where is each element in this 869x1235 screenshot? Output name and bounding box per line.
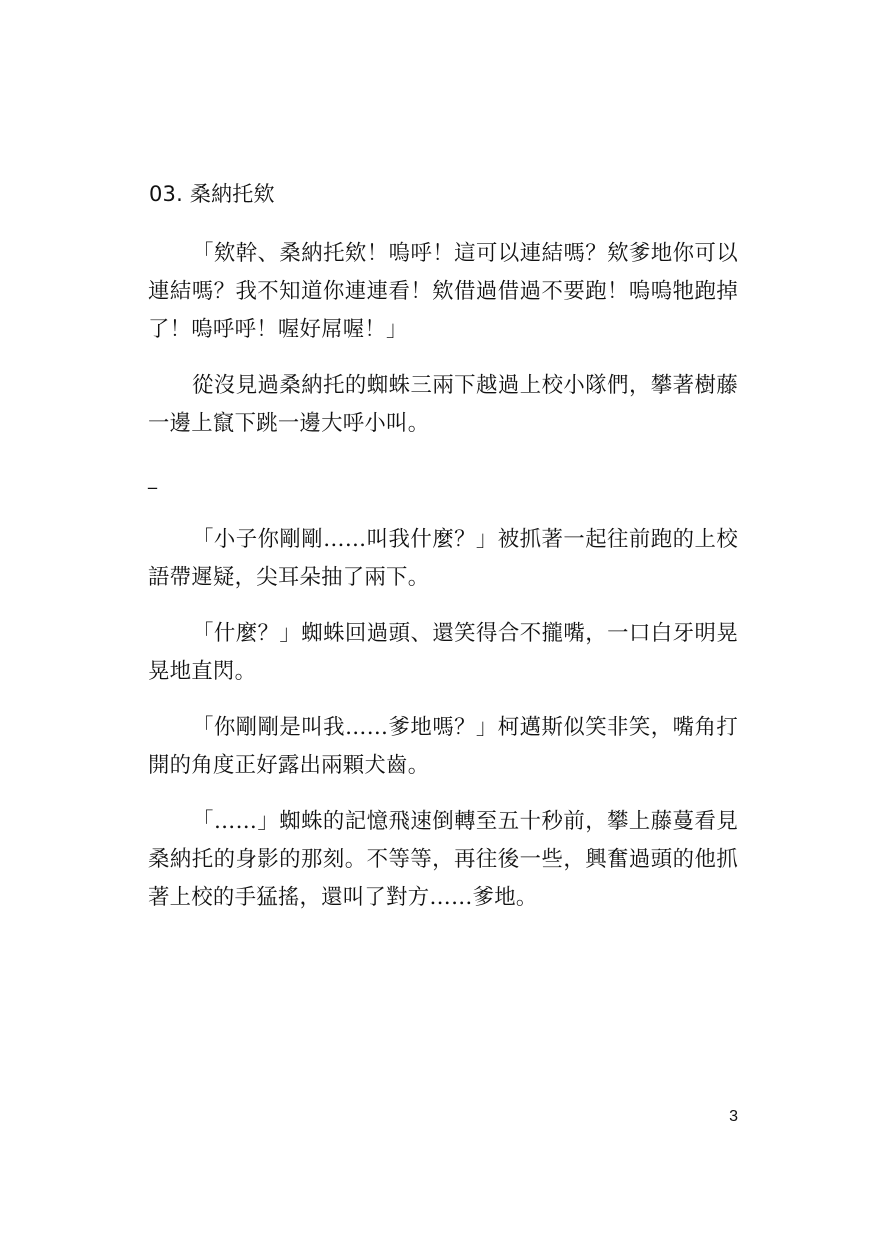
paragraph: 「欸幹、桑納托欸！嗚呼！這可以連結嗎？欸爹地你可以連結嗎？我不知道你連連看！欸借過借過不要跑！嗚嗚牠跑掉了！嗚呼呼！喔好屌喔！」: [148, 241, 738, 342]
paragraph: 「什麼？」蜘蛛回過頭、還笑得合不攏嘴，一口白牙明晃晃地直閃。: [148, 621, 738, 684]
section-separator: _: [148, 469, 157, 490]
paragraph: 從沒見過桑納托的蜘蛛三兩下越過上校小隊們，攀著樹藤一邊上竄下跳一邊大呼小叫。: [148, 373, 738, 436]
chapter-body: [148, 235, 738, 935]
paragraph: 「你剛剛是叫我……爹地嗎？」柯邁斯似笑非笑，嘴角打開的角度正好露出兩顆犬齒。: [148, 715, 738, 778]
paragraph: 「小子你剛剛……叫我什麼？」被抓著一起往前跑的上校語帶遲疑，尖耳朵抽了兩下。: [148, 527, 738, 590]
chapter-title: 03. 桑納托欸: [149, 182, 275, 206]
paragraph: 「……」蜘蛛的記憶飛速倒轉至五十秒前，攀上藤蔓看見桑納托的身影的那刻。不等等，再往後一些，興奮過頭的他抓著上校的手猛搖，還叫了對方……爹地。: [148, 809, 738, 910]
page-number: 3: [729, 1108, 738, 1125]
